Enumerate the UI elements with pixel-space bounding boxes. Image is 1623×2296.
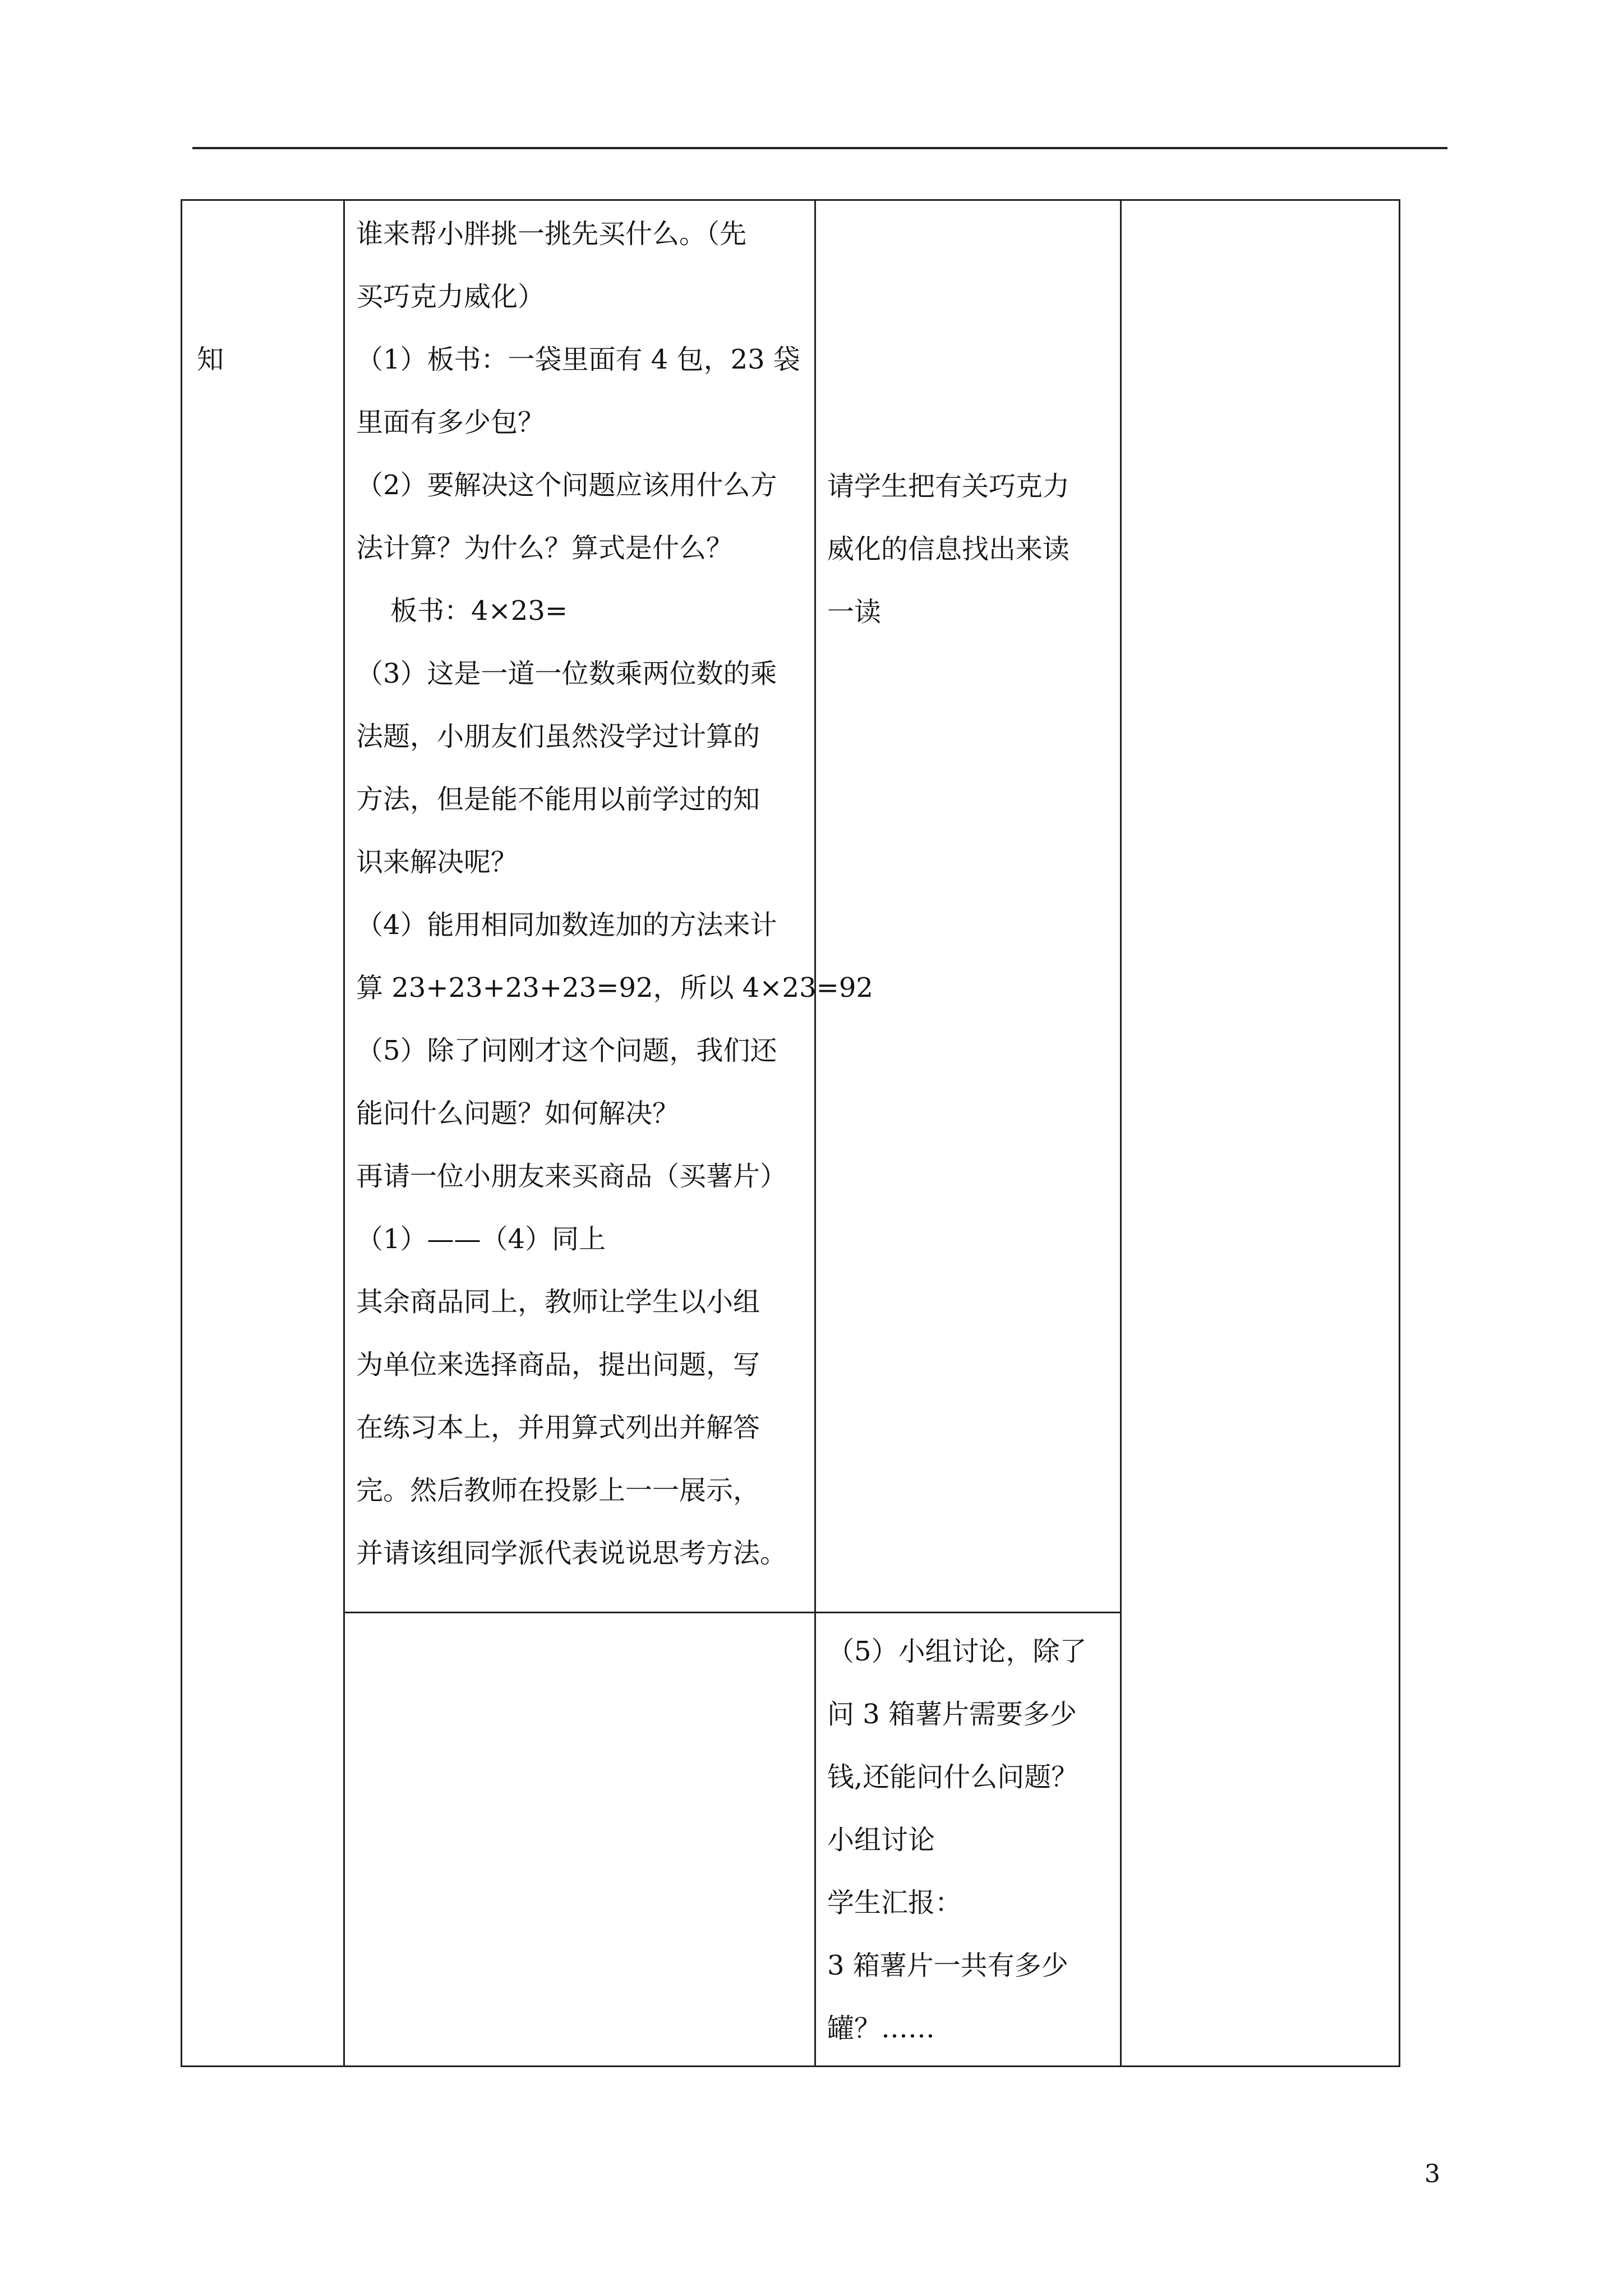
text-line: 能问什么问题？如何解决？: [356, 1098, 680, 1129]
row-divider: [814, 1612, 1122, 1613]
cell-text: [1136, 328, 1170, 391]
text-line: 法计算？为什么？算式是什么？: [356, 532, 734, 564]
text-line: 罐？……: [827, 2013, 935, 2044]
text-line: 一读: [827, 596, 882, 628]
column-divider-1: [343, 201, 345, 2065]
column-divider-3: [1120, 201, 1122, 2065]
text-line: 识来解决呢？: [356, 846, 518, 878]
text-line: 完。然后教师在投影上一一展示，: [356, 1475, 760, 1506]
text-line: （5）小组讨论，除了: [827, 1636, 1087, 1667]
header-rule: [192, 147, 1447, 149]
text-line: （2）要解决这个问题应该用什么方: [356, 470, 777, 501]
text-line: 为单位来选择商品，提出问题，写: [356, 1349, 760, 1381]
row-divider: [343, 1612, 816, 1613]
text-line: 3 箱薯片一共有多少: [827, 1950, 1068, 1981]
text-line: （3）这是一道一位数乘两位数的乘: [356, 658, 777, 689]
text-line: 钱,还能问什么问题？: [827, 1761, 1078, 1793]
text-line: 威化的信息找出来读: [827, 533, 1070, 565]
table-cell-col1: [197, 203, 231, 517]
text-line: 板书：4×23=: [356, 595, 568, 627]
lesson-table: [181, 199, 1400, 2067]
text-line: 法题，小朋友们虽然没学过计算的: [356, 721, 760, 752]
table-cell-col4: [1136, 203, 1170, 517]
text-line: 其余商品同上，教师让学生以小组: [356, 1286, 760, 1318]
cell-text: 知: [197, 344, 224, 375]
table-cell-col2: [356, 203, 873, 1585]
text-line: （1）——（4）同上: [356, 1223, 606, 1255]
text-line: （1）板书：一袋里面有 4 包，23 袋: [356, 344, 800, 375]
text-line: 小组讨论: [827, 1824, 935, 1856]
text-line: 再请一位小朋友来买商品（买薯片）: [356, 1161, 787, 1192]
text-line: 并请该组同学派代表说说思考方法。: [356, 1538, 787, 1569]
text-line: 学生汇报：: [827, 1887, 962, 1918]
text-line: 方法，但是能不能用以前学过的知: [356, 784, 760, 815]
table-cell-col3-bottom: [827, 1620, 1087, 2060]
text-line: （5）除了问刚才这个问题，我们还: [356, 1035, 777, 1066]
text-line: 里面有多少包？: [356, 407, 545, 438]
text-line: 谁来帮小胖挑一挑先买什么。（先: [356, 218, 747, 250]
text-line: 请学生把有关巧克力: [827, 471, 1070, 502]
text-line: 在练习本上，并用算式列出并解答: [356, 1412, 760, 1443]
page-number: 3: [1424, 2160, 1440, 2188]
text-line: 买巧克力威化）: [356, 281, 545, 312]
text-line: 问 3 箱薯片需要多少: [827, 1699, 1077, 1730]
text-line: （4）能用相同加数连加的方法来计: [356, 909, 777, 941]
table-cell-col3-top: [827, 455, 1069, 643]
text-line: 算 23+23+23+23=92，所以 4×23=92: [356, 972, 873, 1004]
